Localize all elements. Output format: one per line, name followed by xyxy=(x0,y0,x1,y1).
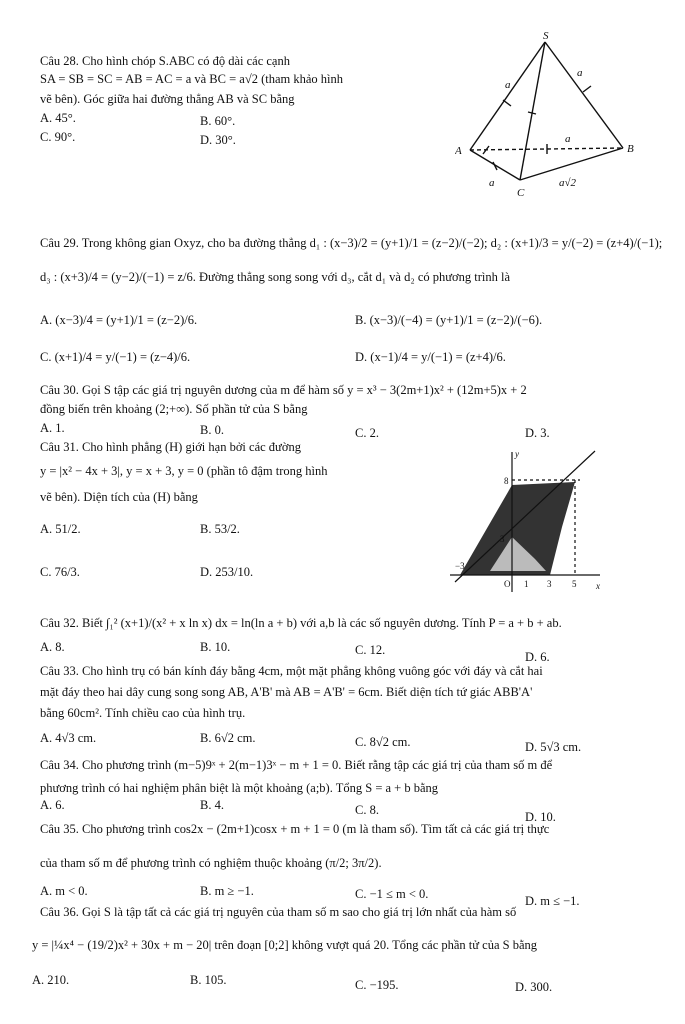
q30-option-a: A. 1. xyxy=(40,421,65,435)
q31-option-d: D. 253/10. xyxy=(200,565,254,579)
tick-3x: 3 xyxy=(547,579,552,589)
q34-option-c: C. 8. xyxy=(355,803,379,817)
q33-line3: bằng 60cm². Tính chiều cao của hình trụ. xyxy=(40,706,246,720)
q35-option-b: B. m ≥ −1. xyxy=(200,884,254,898)
q32-option-c: C. 12. xyxy=(355,643,386,657)
q29-line1: Câu 29. Trong không gian Oxyz, cho ba đường thẳng d₁ : (x−3)/2 = (y+1)/1 = (z−2)/(−2); d₂ : (x+1)/3 = y/(−2) = (z+4)/(−1); xyxy=(40,236,663,250)
label-a-sb: a xyxy=(577,67,583,79)
q33-option-d: D. 5√3 cm. xyxy=(525,740,582,754)
q33-option-c: C. 8√2 cm. xyxy=(355,735,411,749)
q28-line3: vẽ bên). Góc giữa hai đường thẳng AB và SC bằng xyxy=(40,92,295,106)
q30-line1: Câu 30. Gọi S tập các giá trị nguyên dương của m để hàm số y = x³ − 3(2m+1)x² + (12m+5)x + 2 xyxy=(40,383,527,397)
q29-option-d: D. (x−1)/4 = y/(−1) = (z+4)/6. xyxy=(355,350,506,364)
q34-option-a: A. 6. xyxy=(40,798,65,812)
q31-line1: Câu 31. Cho hình phẳng (H) giới hạn bởi các đường xyxy=(40,440,301,454)
label-a-ac: a xyxy=(489,177,495,189)
q35-option-c: C. −1 ≤ m < 0. xyxy=(355,887,429,901)
q36-option-c: C. −195. xyxy=(355,978,399,992)
q29-option-a: A. (x−3)/4 = (y+1)/1 = (z−2)/6. xyxy=(40,313,198,327)
q35-line1: Câu 35. Cho phương trình cos2x − (2m+1)cosx + m + 1 = 0 (m là tham số). Tìm tất cả các giá trị thực xyxy=(40,822,550,836)
q31-line2: y = |x² − 4x + 3|, y = x + 3, y = 0 (phần tô đậm trong hình xyxy=(40,464,328,478)
q36-option-b: B. 105. xyxy=(190,973,227,987)
pyramid-figure xyxy=(455,30,655,215)
q36-line2: y = |¼x⁴ − (19/2)x² + 30x + m − 20| trên đoạn [0;2] không vượt quá 20. Tổng các phần tử của S bằng xyxy=(32,938,538,952)
label-a-sqrt2: a√2 xyxy=(559,177,577,189)
tick-minus-3: −3 xyxy=(455,561,465,571)
axis-x-label: x xyxy=(596,581,600,591)
label-a-sa: a xyxy=(505,79,511,91)
q28-line1: Câu 28. Cho hình chóp S.ABC có độ dài các cạnh xyxy=(40,54,290,68)
q32-option-d: D. 6. xyxy=(525,650,550,664)
q33-option-b: B. 6√2 cm. xyxy=(200,731,256,745)
q31-option-c: C. 76/3. xyxy=(40,565,80,579)
q29-option-b: B. (x−3)/(−4) = (y+1)/1 = (z−2)/(−6). xyxy=(355,313,543,327)
label-b: B xyxy=(627,143,634,155)
q32-line1: Câu 32. Biết ∫₁² (x+1)/(x² + x ln x) dx = ln(ln a + b) với a,b là các số nguyên dương. Tính P = a + b + ab. xyxy=(40,616,562,630)
q35-line2: của tham số m để phương trình có nghiệm thuộc khoảng (π/2; 3π/2). xyxy=(40,856,382,870)
origin-label: O xyxy=(504,579,511,589)
q28-option-b: B. 60°. xyxy=(200,114,236,128)
q30-option-d: D. 3. xyxy=(525,426,550,440)
q31-option-b: B. 53/2. xyxy=(200,522,240,536)
q30-option-c: C. 2. xyxy=(355,426,379,440)
area-figure xyxy=(450,447,605,597)
label-a-ab: a xyxy=(565,133,571,145)
q29-line2: d₃ : (x+3)/4 = (y−2)/(−1) = z/6. Đường thẳng song song với d₃, cắt d₁ và d₂ có phương trình là xyxy=(40,270,511,284)
q30-line2: đồng biến trên khoảng (2;+∞). Số phần tử của S bằng xyxy=(40,402,308,416)
q28-line2: SA = SB = SC = AB = AC = a và BC = a√2 (tham khảo hình xyxy=(40,72,343,86)
q32-option-b: B. 10. xyxy=(200,640,231,654)
tick-3: 3 xyxy=(500,534,505,544)
axis-y-label: y xyxy=(515,449,519,459)
q28-option-a: A. 45°. xyxy=(40,111,76,125)
q34-line1: Câu 34. Cho phương trình (m−5)9ˣ + 2(m−1)3ˣ − m + 1 = 0. Biết rằng tập các giá trị của tham số m để xyxy=(40,758,553,772)
tick-8: 8 xyxy=(504,476,509,486)
q31-line3: vẽ bên). Diện tích của (H) bằng xyxy=(40,490,198,504)
q33-option-a: A. 4√3 cm. xyxy=(40,731,97,745)
q36-line1: Câu 36. Gọi S là tập tất cả các giá trị nguyên của tham số m sao cho giá trị lớn nhất của hàm số xyxy=(40,905,517,919)
tick-5: 5 xyxy=(572,579,577,589)
q31-option-a: A. 51/2. xyxy=(40,522,81,536)
q30-option-b: B. 0. xyxy=(200,423,224,437)
q34-line2: phương trình có hai nghiệm phân biệt là một khoảng (a;b). Tổng S = a + b bằng xyxy=(40,781,439,795)
q32-option-a: A. 8. xyxy=(40,640,65,654)
label-a: A xyxy=(455,145,462,157)
q36-option-d: D. 300. xyxy=(515,980,553,994)
q34-option-d: D. 10. xyxy=(525,810,556,824)
q28-option-d: D. 30°. xyxy=(200,133,236,147)
q34-option-b: B. 4. xyxy=(200,798,224,812)
label-c: C xyxy=(517,187,525,199)
tick-1: 1 xyxy=(524,579,529,589)
q33-line1: Câu 33. Cho hình trụ có bán kính đáy bằng 4cm, một mặt phẳng không vuông góc với đáy và cắt hai xyxy=(40,664,543,678)
label-s: S xyxy=(543,30,549,42)
q36-option-a: A. 210. xyxy=(32,973,70,987)
q35-option-d: D. m ≤ −1. xyxy=(525,894,580,908)
q29-option-c: C. (x+1)/4 = y/(−1) = (z−4)/6. xyxy=(40,350,191,364)
q28-option-c: C. 90°. xyxy=(40,130,76,144)
q33-line2: mặt đáy theo hai dây cung song song AB, A'B' mà AB = A'B' = 6cm. Biết diện tích tứ giác ABB'A' xyxy=(40,685,533,699)
q35-option-a: A. m < 0. xyxy=(40,884,88,898)
